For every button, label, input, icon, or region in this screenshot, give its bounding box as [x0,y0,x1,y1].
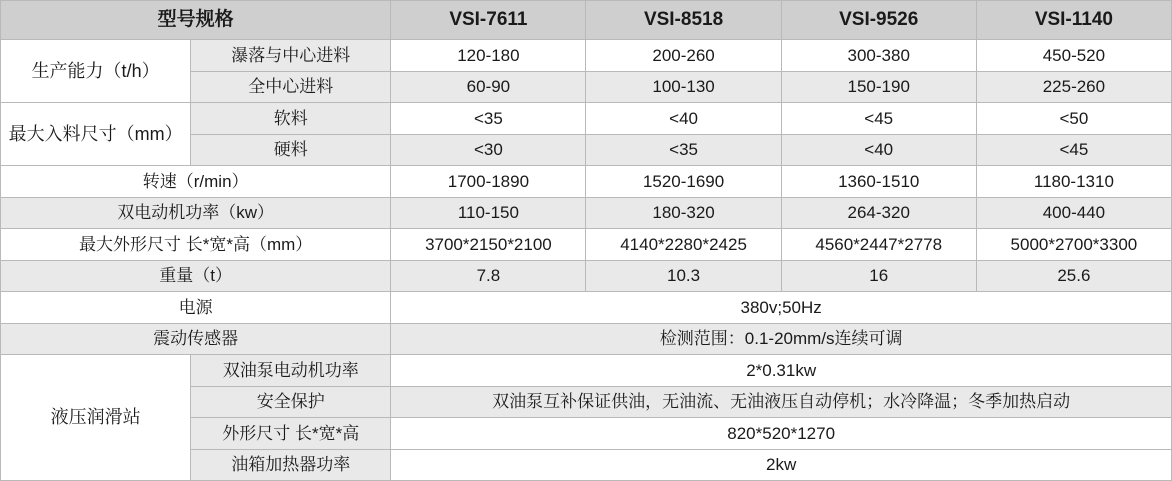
cell-weight-1: 7.8 [391,260,586,292]
cell-hard-3: <40 [781,134,976,166]
row-sublabel-tank-heater-power: 油箱加热器功率 [191,449,391,481]
cell-hydraulic-dimensions-value: 820*520*1270 [391,418,1172,450]
cell-hard-2: <35 [586,134,781,166]
cell-hard-1: <30 [391,134,586,166]
row-sublabel-soft-material: 软料 [191,103,391,135]
row-label-weight: 重量（t） [1,260,391,292]
cell-speed-3: 1360-1510 [781,166,976,198]
row-sublabel-full-center-feed: 全中心进料 [191,71,391,103]
row-label-capacity: 生产能力（t/h） [1,40,191,103]
cell-soft-2: <40 [586,103,781,135]
cell-dimensions-3: 4560*2447*2778 [781,229,976,261]
cell-motor-power-4: 400-440 [976,197,1171,229]
cell-capacity-waterfall-1: 120-180 [391,40,586,72]
table-row [1,40,1172,72]
cell-vibration-sensor-value: 检测范围：0.1-20mm/s连续可调 [391,323,1172,355]
row-label-vibration-sensor: 震动传感器 [1,323,391,355]
table-row [1,323,1172,355]
row-sublabel-hard-material: 硬料 [191,134,391,166]
cell-speed-4: 1180-1310 [976,166,1171,198]
table-row [1,103,1172,135]
cell-capacity-center-2: 100-130 [586,71,781,103]
row-sublabel-safety-protection: 安全保护 [191,386,391,418]
cell-weight-3: 16 [781,260,976,292]
cell-soft-4: <50 [976,103,1171,135]
table-row [1,197,1172,229]
cell-power-supply-value: 380v;50Hz [391,292,1172,324]
cell-capacity-waterfall-4: 450-520 [976,40,1171,72]
cell-motor-power-2: 180-320 [586,197,781,229]
row-label-hydraulic-lubrication-station: 液压润滑站 [1,355,191,481]
header-model-4: VSI-1140 [976,1,1171,40]
row-sublabel-waterfall-center-feed: 瀑落与中心进料 [191,40,391,72]
table-header-row [1,1,1172,40]
row-sublabel-dual-oil-pump-motor-power: 双油泵电动机功率 [191,355,391,387]
header-model-1: VSI-7611 [391,1,586,40]
cell-dimensions-2: 4140*2280*2425 [586,229,781,261]
cell-dimensions-1: 3700*2150*2100 [391,229,586,261]
cell-capacity-waterfall-2: 200-260 [586,40,781,72]
header-spec-label: 型号规格 [1,1,391,40]
cell-capacity-center-4: 225-260 [976,71,1171,103]
header-model-2: VSI-8518 [586,1,781,40]
row-label-max-feed-size: 最大入料尺寸（mm） [1,103,191,166]
cell-soft-1: <35 [391,103,586,135]
cell-capacity-center-3: 150-190 [781,71,976,103]
cell-tank-heater-power-value: 2kw [391,449,1172,481]
header-model-3: VSI-9526 [781,1,976,40]
row-label-rotation-speed: 转速（r/min） [1,166,391,198]
table-row [1,355,1172,387]
table-row [1,166,1172,198]
cell-dimensions-4: 5000*2700*3300 [976,229,1171,261]
cell-soft-3: <45 [781,103,976,135]
cell-motor-power-1: 110-150 [391,197,586,229]
table-row [1,260,1172,292]
cell-hard-4: <45 [976,134,1171,166]
row-label-overall-dimensions: 最大外形尺寸 长*宽*高（mm） [1,229,391,261]
cell-weight-2: 10.3 [586,260,781,292]
table-row [1,229,1172,261]
cell-safety-protection-value: 双油泵互补保证供油，无油流、无油液压自动停机；水冷降温；冬季加热启动 [391,386,1172,418]
table-row [1,292,1172,324]
row-label-power-supply: 电源 [1,292,391,324]
row-label-dual-motor-power: 双电动机功率（kw） [1,197,391,229]
cell-motor-power-3: 264-320 [781,197,976,229]
cell-capacity-center-1: 60-90 [391,71,586,103]
cell-capacity-waterfall-3: 300-380 [781,40,976,72]
cell-weight-4: 25.6 [976,260,1171,292]
cell-speed-2: 1520-1690 [586,166,781,198]
cell-speed-1: 1700-1890 [391,166,586,198]
row-sublabel-hydraulic-dimensions: 外形尺寸 长*宽*高 [191,418,391,450]
cell-dual-oil-pump-motor-power-value: 2*0.31kw [391,355,1172,387]
